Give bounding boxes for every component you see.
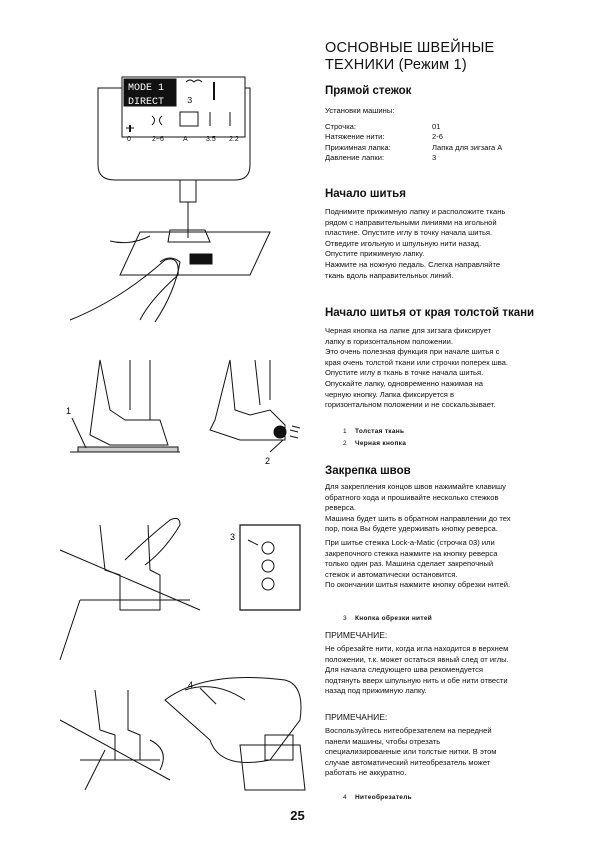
- caption-thread-cut-button: 3 Кнопка обрезки нитей: [343, 615, 433, 622]
- settings-label: Установки машины:: [325, 106, 395, 115]
- machine-settings: [325, 106, 565, 164]
- settings-table: [325, 122, 502, 164]
- caption-thick-fabric: 1 Толстая ткань: [343, 428, 405, 435]
- lcd-pattern-number: 3: [187, 96, 193, 106]
- thick-fabric-text: Черная кнопка на лапке для зигзага фиксирует лапку в горизонтальном положении. Это очень полезная функция при начале шитья с края очень толстой ткани или строчки поперек шва. Опустите иглу в ткань в точке начала шитья. Опускайте лапку, одновременно нажимая на черную кнопку. Лапка фиксируется в горизонтальном положении и не соскальзывает.: [325, 326, 508, 410]
- lcd-mode-text: MODE 1: [128, 83, 165, 94]
- lcd-scale-1: 2~6: [152, 136, 164, 143]
- lcd-scale-3: 3.5: [206, 136, 216, 143]
- lcd-illustration: [70, 77, 270, 322]
- page-title: [325, 40, 565, 74]
- note-2: ПРИМЕЧАНИЕ: Воспользуйтесь нитеобрезателем на передней панели машины, чтобы отрезать специализированные или толстые нитки. В этом случае автоматический нитеобрезатель может работать не аккуратно.: [325, 712, 565, 779]
- settings-row: Строчка: 01: [325, 121, 441, 131]
- page-title-line-1: ОСНОВНЫЕ ШВЕЙНЫЕ: [325, 40, 495, 56]
- start-sewing-heading: Начало шитья: [325, 188, 406, 200]
- label-2: 2: [265, 456, 271, 466]
- page-title-block: [325, 40, 565, 74]
- lcd-scale-4: 2.2: [229, 136, 239, 143]
- page-title-line-2: ТЕХНИКИ (Режим 1): [325, 57, 467, 73]
- reverse-illustration: [60, 518, 300, 660]
- straight-stitch-heading: Прямой стежок: [325, 85, 412, 97]
- lock-stitch-heading: Закрепка швов: [325, 465, 411, 477]
- label-4: 4: [188, 680, 194, 690]
- page-number: 25: [290, 808, 305, 823]
- settings-row: Прижимная лапка: Лапка для зигзага A: [325, 142, 503, 152]
- lcd-scale-2: A: [183, 136, 188, 143]
- start-sewing-text: Поднимите прижимную лапку и расположите ткань рядом с направительными линиями на игольной пластине. Опустите иглу в точку начала шитья. Отведите игольную и шпульную нити назад. Опустите прижимную лапку. Нажмите на ножную педаль. Слегка направляйте ткань вдоль направительных линий.: [325, 207, 506, 280]
- caption-thread-cutter: 4 Нитеобрезатель: [343, 794, 412, 801]
- label-1: 1: [66, 406, 72, 416]
- note-1-heading: ПРИМЕЧАНИЕ:: [325, 630, 388, 640]
- lcd-scale-0: 0: [127, 136, 131, 143]
- thick-fabric-heading: Начало шитья от края толстой ткани: [325, 307, 535, 319]
- settings-row: Давление лапки: 3: [325, 153, 437, 163]
- label-3: 3: [230, 532, 236, 542]
- thread-cutter-illustration: [60, 678, 305, 791]
- lcd-direct-text: DIRECT: [128, 97, 165, 108]
- note-1: ПРИМЕЧАНИЕ: Не обрезайте нити, когда игла находится в верхнем положении, т.к. может остаться явный след от иглы. Для начала следующего шва рекомендуется подтянуть вверх шпульную нить и обе нити отвести назад под прижимную лапку.: [325, 630, 565, 697]
- caption-black-button: 2 Черная кнопка: [343, 440, 407, 447]
- note-2-heading: ПРИМЕЧАНИЕ:: [325, 712, 388, 722]
- thick-fabric-illustration: [70, 360, 300, 452]
- settings-row: Натяжение нити: 2-6: [325, 132, 443, 142]
- lock-stitch-text: Для закрепления концов швов нажимайте клавишу обратного хода и прошивайте несколько стежков реверса. Машина будет шить в обратном направлении до тех пор, пока Вы будете удерживать кнопку реверса. При шитье стежка Lock-a-Matic (строчка 03) или закрепочного стежка нажмите на кнопку реверса только один раз. Машина сделает закрепочный стежок и автоматически остановится. По окончании шитья нажмите кнопку обрезки нитей.: [325, 482, 511, 590]
